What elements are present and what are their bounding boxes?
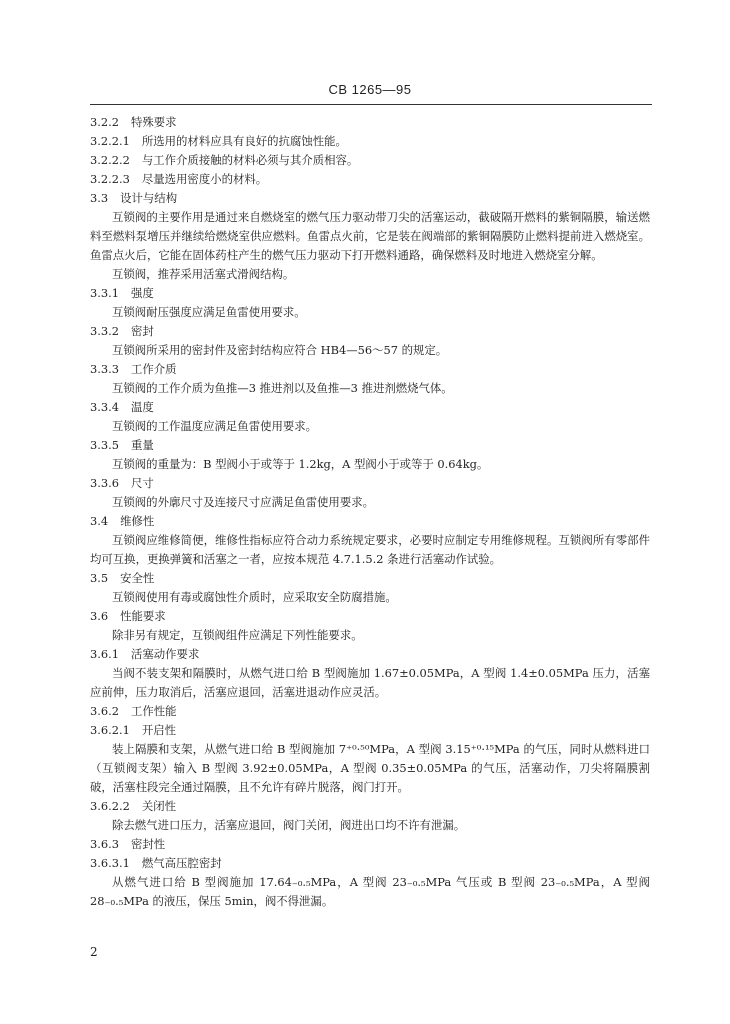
section-heading <box>90 512 650 531</box>
section-heading <box>90 170 650 189</box>
section-title: 所选用的材料应具有良好的抗腐蚀性能。 <box>141 134 347 148</box>
section-title: 维修性 <box>120 514 155 528</box>
section-number: 3.5 <box>90 571 109 585</box>
body-line: 互锁阀耐压强度应满足鱼雷使用要求。 <box>112 305 306 319</box>
body-paragraph: 从燃气进口给 B 型阀施加 17.64₋₀.₅MPa，A 型阀 23₋₀.₅MPa 气压或 B 型阀 23₋₀.₅MPa，A 型阀 28₋₀.₅MPa 的液压，保压 5min，阀不得泄漏。 <box>90 875 650 908</box>
document-body <box>90 113 650 911</box>
body-line: 互锁阀的重量为：B 型阀小于或等于 1.2kg，A 型阀小于或等于 0.64kg。 <box>112 457 489 471</box>
section-heading <box>90 113 650 132</box>
section-title: 重量 <box>130 438 154 452</box>
page-number: 2 <box>90 945 98 959</box>
section-heading <box>90 835 650 854</box>
section-number: 3.6.1 <box>90 647 119 661</box>
body-line: 除非另有规定，互锁阀组件应满足下列性能要求。 <box>112 628 363 642</box>
section-title: 密封 <box>130 324 154 338</box>
section-number: 3.3.2 <box>90 324 119 338</box>
section-title: 关闭性 <box>141 799 177 813</box>
section-heading <box>90 569 650 588</box>
header-rule <box>90 104 652 105</box>
section-number: 3.3.6 <box>90 476 119 490</box>
body-paragraph: 互锁阀的主要作用是通过来自燃烧室的燃气压力驱动带刀尖的活塞运动，截破隔开燃料的紫铜隔膜，输送燃料至燃料泵增压并继续给燃烧室供应燃料。鱼雷点火前，它是装在阀端部的紫铜隔膜防止燃料提前进入燃烧室。鱼雷点火后，它能在固体药柱产生的燃气压力驱动下打开燃料通路，确保燃料及时地进入燃烧室分解。 <box>90 210 650 262</box>
section-heading <box>90 474 650 493</box>
section-title: 温度 <box>130 400 154 414</box>
section-title: 安全性 <box>120 571 155 585</box>
body-line: 互锁阀使用有毒或腐蚀性介质时，应采取安全防腐措施。 <box>112 590 397 604</box>
document-code-header: CB 1265—95 <box>328 82 412 97</box>
body-line: 互锁阀的外廓尺寸及连接尺寸应满足鱼雷使用要求。 <box>112 495 374 509</box>
section-number: 3.6.2.1 <box>90 723 130 737</box>
body-line: 互锁阀的工作温度应满足鱼雷使用要求。 <box>112 419 318 433</box>
section-number: 3.3.1 <box>90 286 119 300</box>
section-heading <box>90 797 650 816</box>
section-number: 3.2.2.1 <box>90 134 130 148</box>
section-title: 工作性能 <box>130 704 177 718</box>
section-heading <box>90 702 650 721</box>
section-heading <box>90 436 650 455</box>
section-number: 3.6 <box>90 609 109 623</box>
section-title: 尽量选用密度小的材料。 <box>141 172 268 186</box>
section-title: 开启性 <box>141 723 177 737</box>
body-paragraph: 互锁阀应维修简便，维修性指标应符合动力系统规定要求，必要时应制定专用维修规程。互锁阀所有零部件均可互换，更换弹簧和活塞之一者，应按本规范 4.7.1.5.2 条进行活塞动作试验。 <box>90 533 650 566</box>
section-title: 性能要求 <box>120 609 166 623</box>
section-number: 3.6.2 <box>90 704 119 718</box>
section-number: 3.2.2.3 <box>90 172 130 186</box>
section-heading <box>90 284 650 303</box>
body-paragraph: 当阀不装支架和隔膜时，从燃气进口给 B 型阀施加 1.67±0.05MPa，A 型阀 1.4±0.05MPa 压力，活塞应前伸，压力取消后，活塞应退回，活塞进退动作应灵活。 <box>90 666 650 699</box>
section-heading <box>90 151 650 170</box>
body-line: 互锁阀，推荐采用活塞式滑阀结构。 <box>112 267 295 281</box>
section-number: 3.6.2.2 <box>90 799 130 813</box>
section-heading <box>90 645 650 664</box>
section-title: 与工作介质接触的材料必须与其介质相容。 <box>141 153 359 167</box>
section-number: 3.3.5 <box>90 438 119 452</box>
section-heading <box>90 360 650 379</box>
section-title: 强度 <box>130 286 154 300</box>
section-title: 活塞动作要求 <box>130 647 200 661</box>
section-title: 尺寸 <box>130 476 154 490</box>
section-number: 3.2.2 <box>90 115 119 129</box>
section-number: 3.3.4 <box>90 400 119 414</box>
section-title: 特殊要求 <box>130 115 177 129</box>
section-heading <box>90 189 650 208</box>
section-number: 3.6.3 <box>90 837 119 851</box>
section-heading <box>90 132 650 151</box>
section-number: 3.2.2.2 <box>90 153 130 167</box>
body-paragraph: 装上隔膜和支架，从燃气进口给 B 型阀施加 7⁺⁰·⁵⁰MPa，A 型阀 3.15⁺⁰·¹⁵MPa 的气压，同时从燃料进口（互锁阀支架）输入 B 型阀 3.92±0.05MPa，A 型阀 0.35±0.05MPa 的气压，活塞动作，刀尖将隔膜割破，活塞柱段完全通过隔膜，且不允许有碎片脱落，阀门打开。 <box>90 742 650 794</box>
section-number: 3.3 <box>90 191 109 205</box>
section-number: 3.3.3 <box>90 362 119 376</box>
section-heading <box>90 398 650 417</box>
section-title: 工作介质 <box>130 362 177 376</box>
body-line: 除去燃气进口压力，活塞应退回，阀门关闭，阀进出口均不许有泄漏。 <box>112 818 466 832</box>
section-heading <box>90 854 650 873</box>
section-title: 燃气高压腔密封 <box>141 856 222 870</box>
section-heading <box>90 607 650 626</box>
section-number: 3.6.3.1 <box>90 856 130 870</box>
section-heading <box>90 322 650 341</box>
section-number: 3.4 <box>90 514 109 528</box>
body-line: 互锁阀所采用的密封件及密封结构应符合 HB4—56～57 的规定。 <box>112 343 448 357</box>
section-heading <box>90 721 650 740</box>
section-title: 密封性 <box>130 837 166 851</box>
section-title: 设计与结构 <box>120 191 178 205</box>
body-line: 互锁阀的工作介质为鱼推—3 推进剂以及鱼推—3 推进剂燃烧气体。 <box>112 381 453 395</box>
